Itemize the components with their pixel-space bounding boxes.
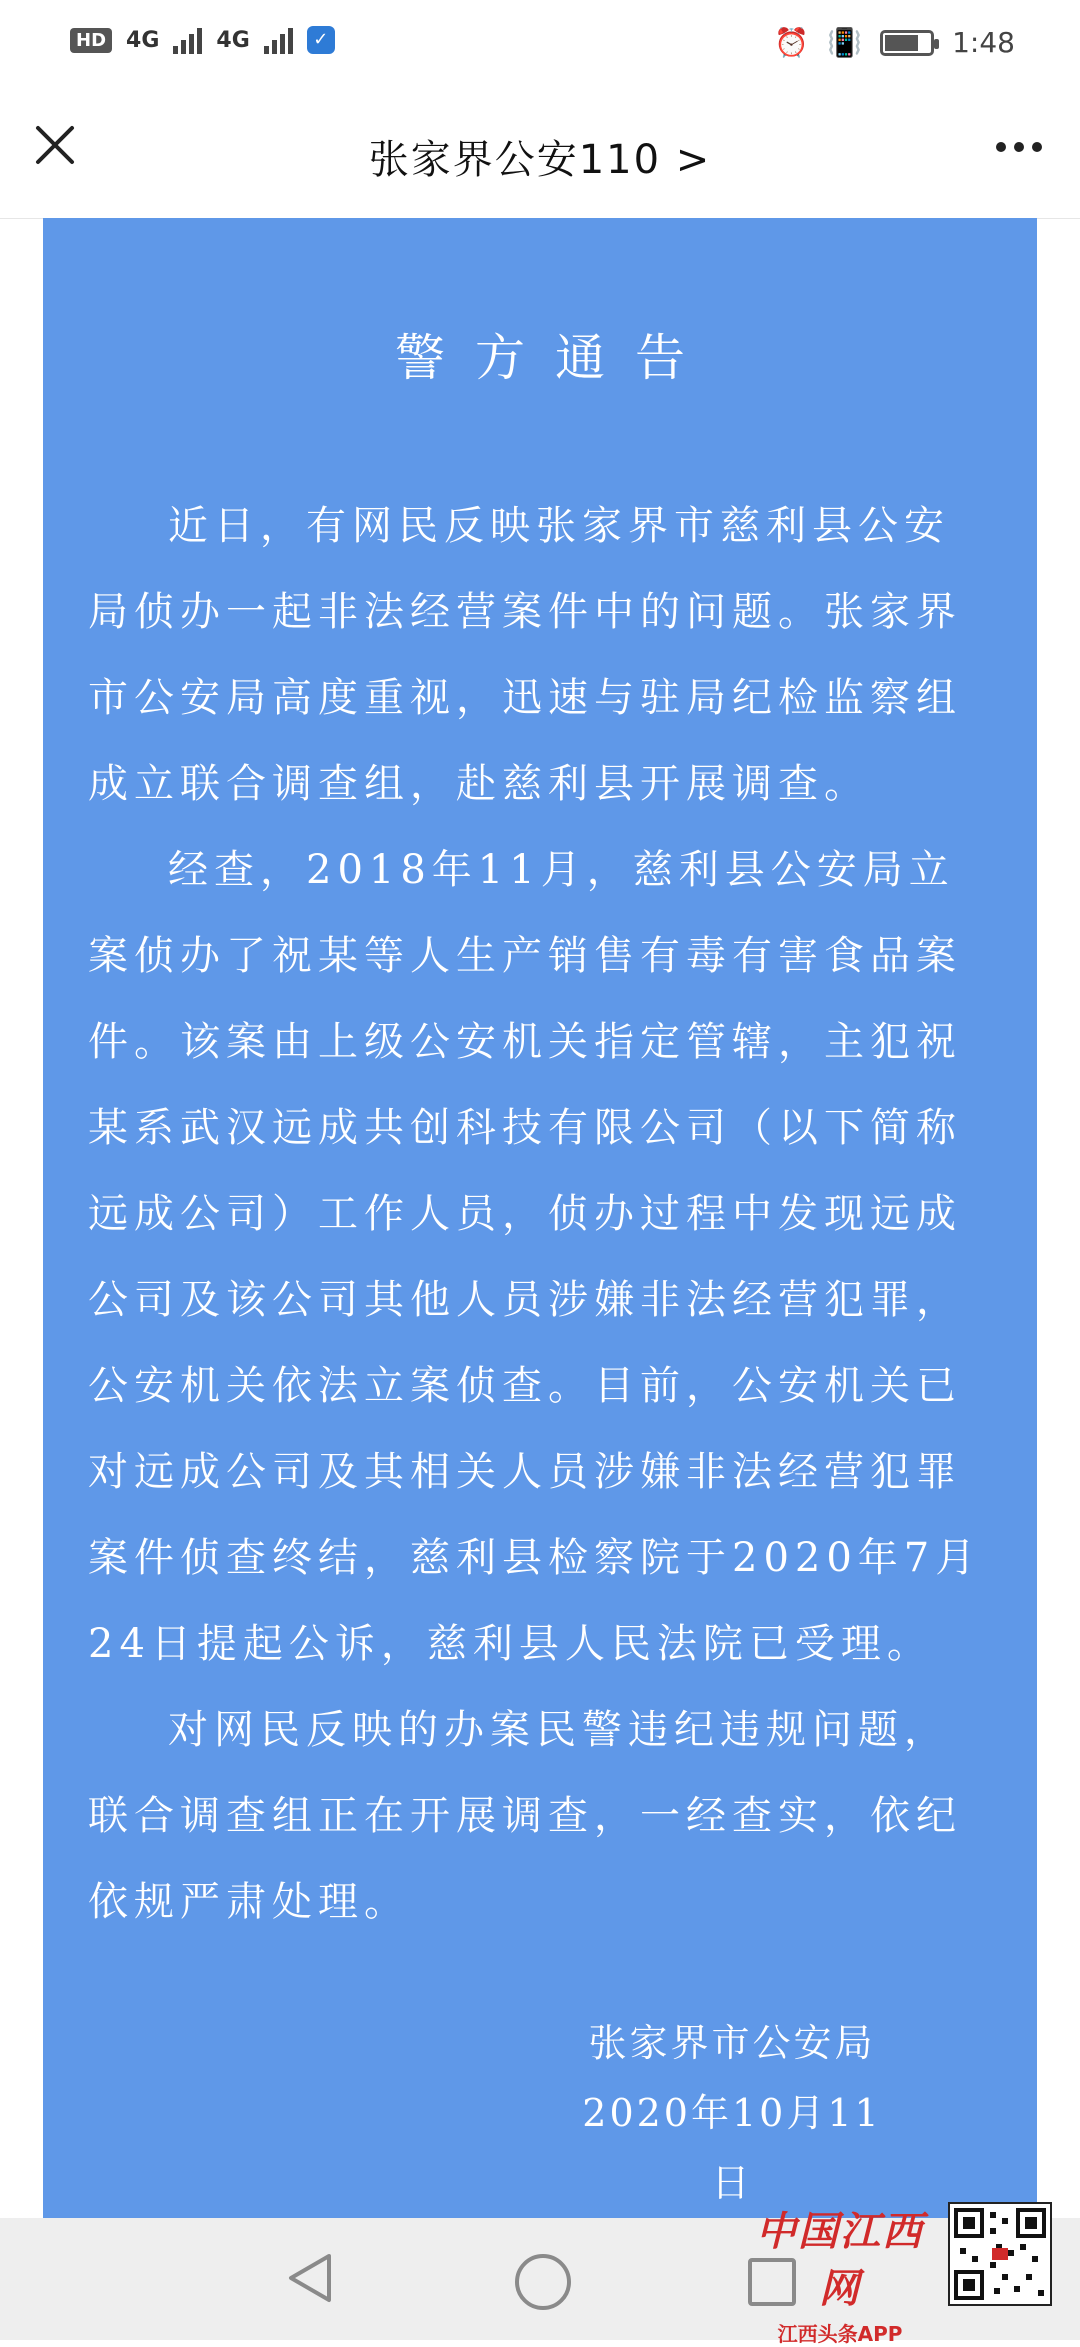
- signature: [572, 2008, 892, 2218]
- notice-card: [43, 218, 1037, 2218]
- hd-badge: HD: [70, 28, 112, 53]
- nav-back-icon: [285, 2250, 335, 2306]
- watermark-logo: 中国江西网: [756, 2208, 924, 2312]
- status-right: [774, 26, 1015, 59]
- signature-org: 张家界市公安局: [588, 2021, 876, 2065]
- nav-back-button[interactable]: [285, 2250, 335, 2310]
- more-button[interactable]: [996, 142, 1042, 152]
- watermark-sub: 江西头条APP: [777, 2322, 903, 2346]
- status-time: 1:48: [952, 26, 1015, 59]
- notice-body: [88, 483, 993, 1945]
- vibrate-icon: 📳: [827, 26, 863, 59]
- signal-icon-2: [264, 26, 293, 54]
- status-bar: [0, 0, 1080, 90]
- notice-paragraph: 对网民反映的办案民警违纪违规问题，联合调查组正在开展调查，一经查实，依纪依规严肃处理。: [88, 1707, 962, 1925]
- watermark: [740, 2200, 940, 2347]
- battery-fill: [885, 35, 918, 51]
- signal-icon: [173, 26, 202, 54]
- alarm-icon: ⏰: [774, 26, 810, 59]
- sim2-label: 4G: [216, 27, 250, 53]
- qr-code: [948, 2202, 1052, 2306]
- notice-paragraph: 经查，2018年11月，慈利县公安局立案侦办了祝某等人生产销售有毒有害食品案件。该案由上级公安机关指定管辖，主犯祝某系武汉远成共创科技有限公司（以下简称远成公司）工作人员，侦办过程中发现远成公司及该公司其他人员涉嫌非法经营犯罪，公安机关依法立案侦查。目前，公安机关已对远成公司及其相关人员涉嫌非法经营犯罪案件侦查终结，慈利县检察院于2020年7月24日提起公诉，慈利县人民法院已受理。: [88, 847, 982, 1667]
- signature-date: 2020年10月11日: [582, 2091, 882, 2205]
- shield-icon: ✓: [307, 26, 335, 54]
- page-title[interactable]: 张家界公安110 >: [368, 137, 712, 183]
- nav-home-button[interactable]: [515, 2254, 571, 2310]
- sim1-label: 4G: [126, 27, 160, 53]
- notice-paragraph: 近日，有网民反映张家界市慈利县公安局侦办一起非法经营案件中的问题。张家界市公安局高度重视，迅速与驻局纪检监察组成立联合调查组，赴慈利县开展调查。: [88, 503, 962, 807]
- title-bar: [0, 90, 1080, 219]
- battery-icon: [880, 30, 934, 56]
- status-left: [70, 26, 335, 54]
- more-icon-dot: [1014, 142, 1024, 152]
- notice-title: 警方通告: [395, 329, 715, 387]
- qr-code-image: [950, 2204, 1050, 2304]
- more-icon-dot: [1032, 142, 1042, 152]
- more-icon-dot: [996, 142, 1006, 152]
